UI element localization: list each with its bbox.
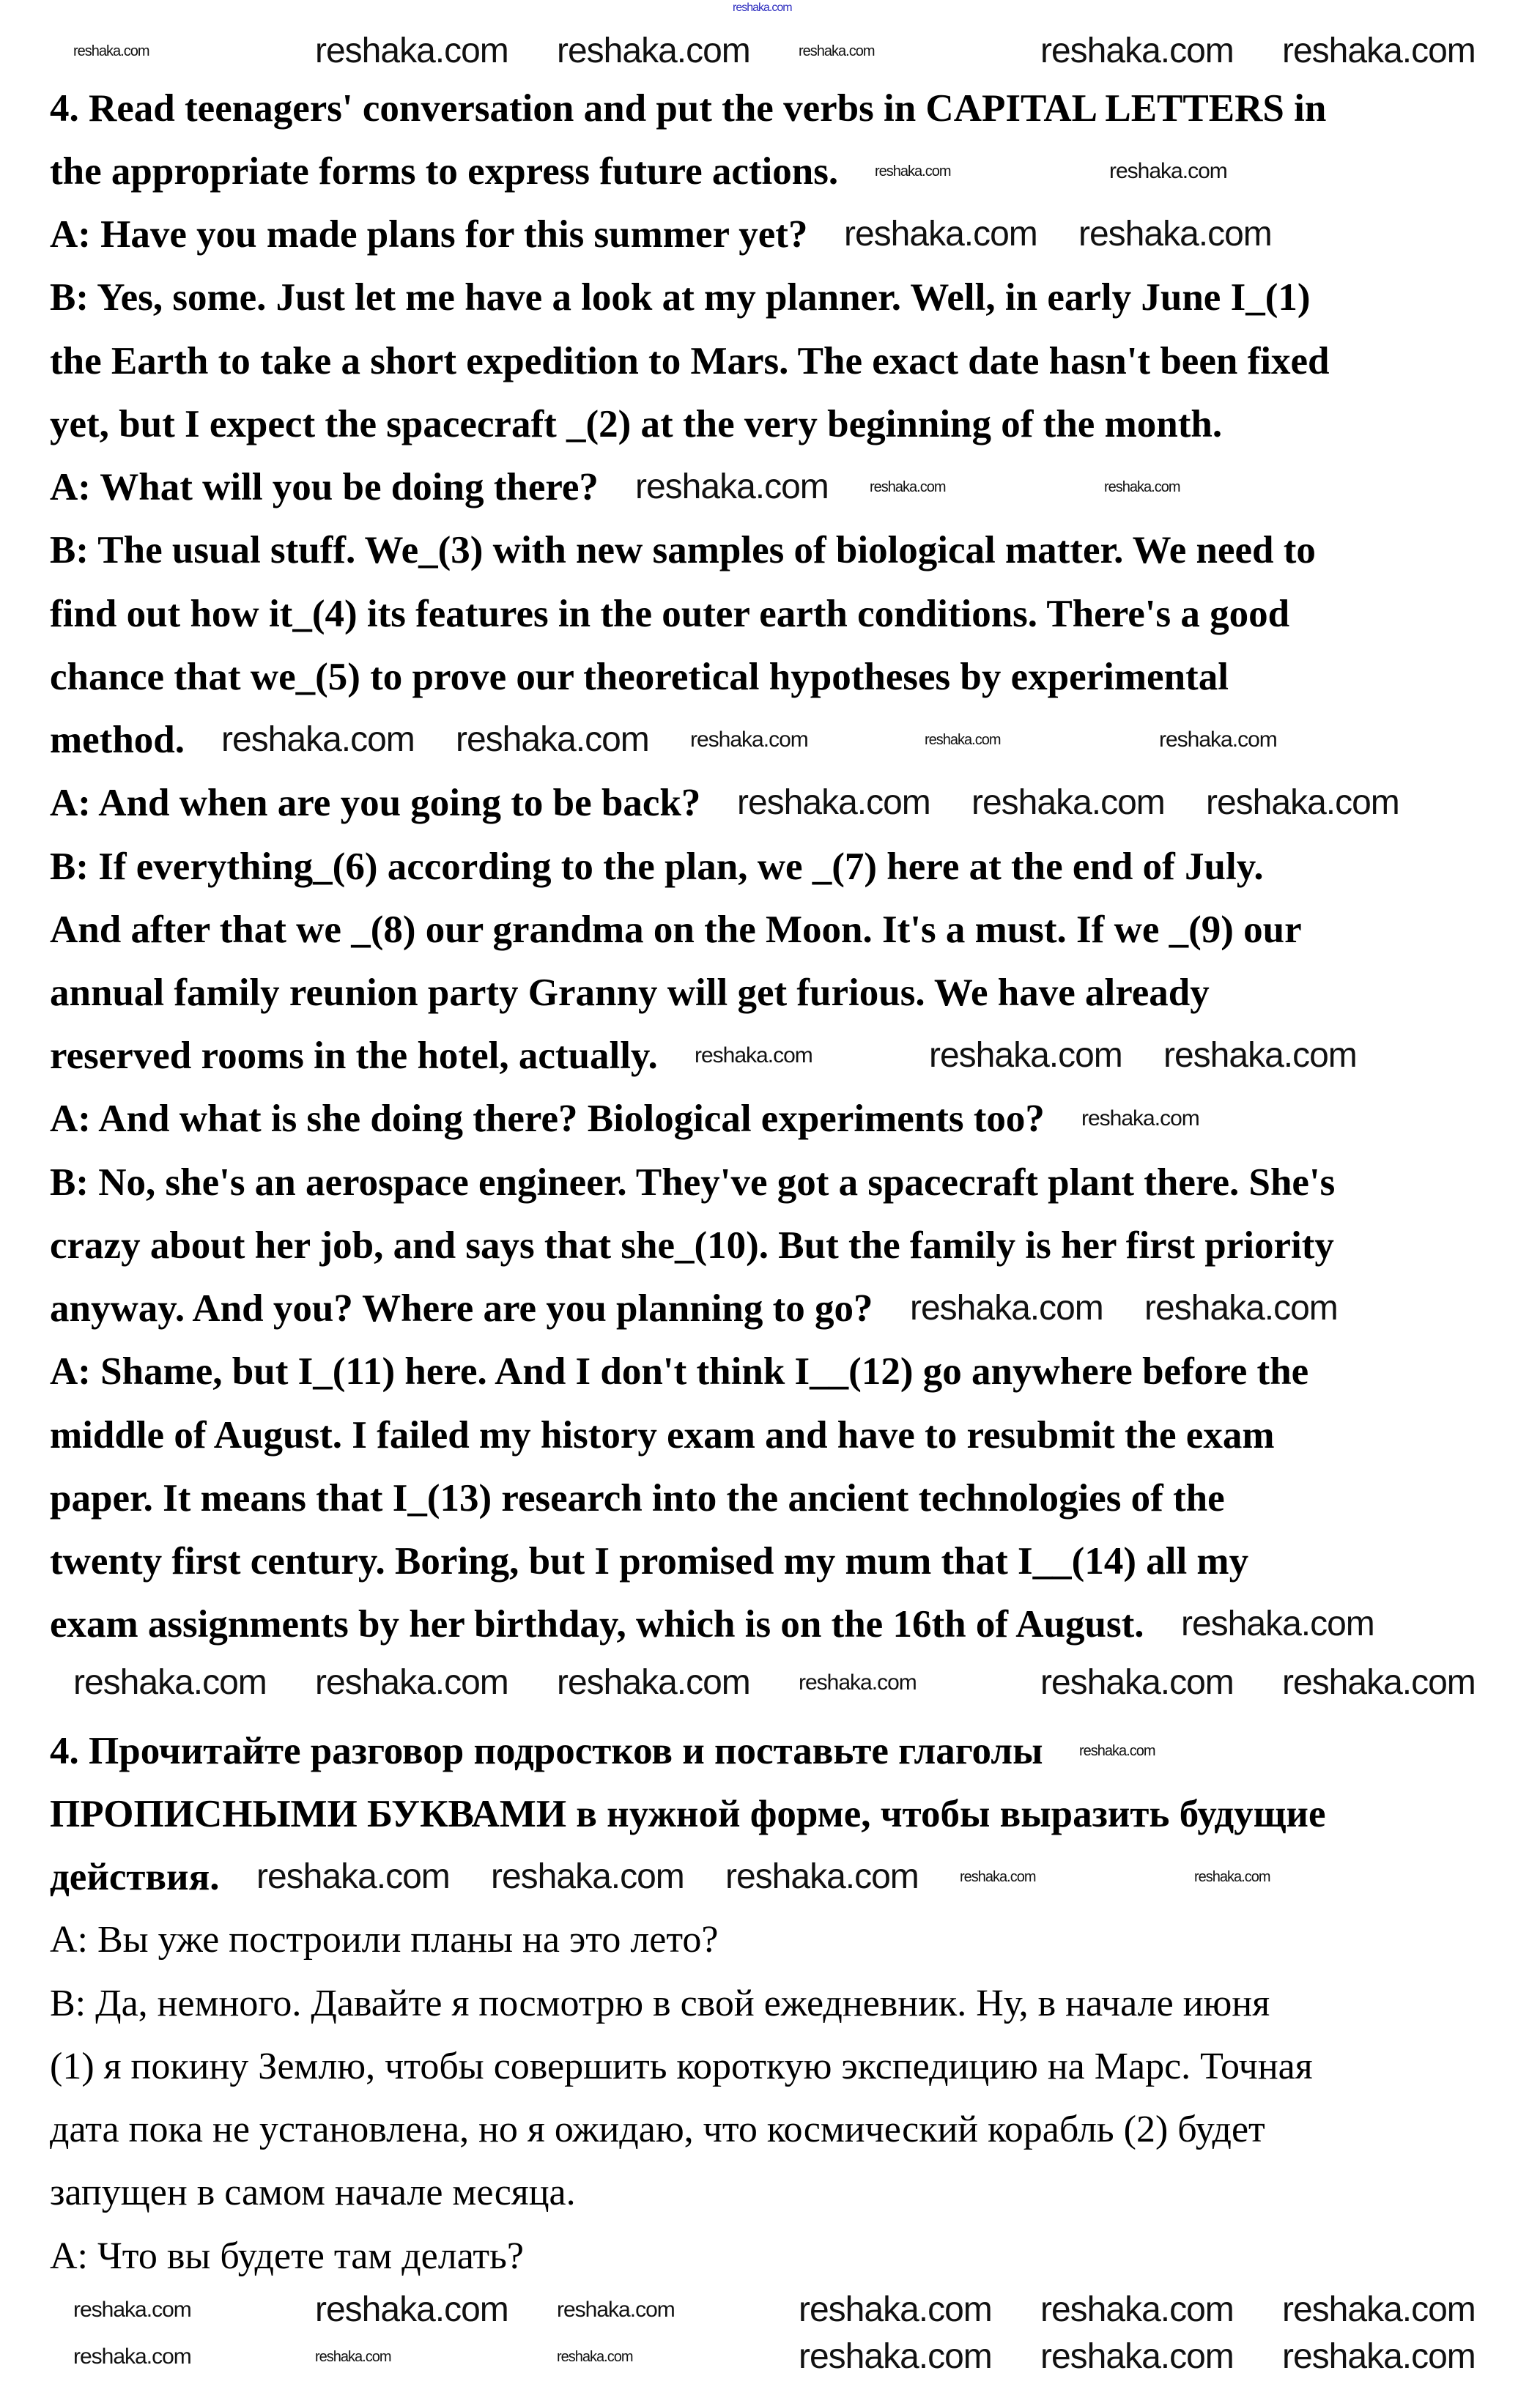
watermark: reshaka.com bbox=[1040, 32, 1234, 70]
watermark: reshaka.com bbox=[73, 1663, 267, 1702]
watermark: reshaka.com bbox=[799, 1670, 917, 1695]
translation-heading: 4. Прочитайте разговор подростков и поставьте глаголы bbox=[50, 1730, 1043, 1772]
text-line: B: The usual stuff. We_(3) with new samples of biological matter. We need to bbox=[50, 529, 1316, 571]
translation-heading: действия. bbox=[50, 1856, 220, 1898]
watermark: reshaka.com bbox=[1040, 2290, 1234, 2329]
watermark: reshaka.com bbox=[1282, 32, 1476, 70]
watermark: reshaka.com bbox=[1282, 2337, 1476, 2376]
text-line: yet, but I expect the spacecraft _(2) at the very beginning of the month. bbox=[50, 403, 1223, 445]
watermark: reshaka.com bbox=[1104, 479, 1180, 495]
watermark: reshaka.com bbox=[929, 1036, 1122, 1075]
text-line: exam assignments by her birthday, which is on the 16th of August. bbox=[50, 1603, 1144, 1646]
text-line: B: If everything_(6) according to the plan, we _(7) here at the end of July. bbox=[50, 845, 1264, 888]
watermark: reshaka.com bbox=[1282, 1663, 1476, 1702]
translation-line: B: Да, немного. Давайте я посмотрю в свой ежедневник. Ну, в начале июня bbox=[50, 1983, 1270, 2024]
watermark: reshaka.com bbox=[960, 1869, 1036, 1885]
text-line: And after that we _(8) our grandma on the Moon. It's a must. If we _(9) our bbox=[50, 908, 1302, 951]
translation-line: дата пока не установлена, но я ожидаю, что космический корабль (2) будет bbox=[50, 2109, 1265, 2150]
translation-line: A: Что вы будете там делать? bbox=[50, 2235, 524, 2277]
watermark: reshaka.com bbox=[971, 783, 1165, 822]
text-line: annual family reunion party Granny will get furious. We have already bbox=[50, 972, 1210, 1014]
text-line: chance that we_(5) to prove our theoretical hypotheses by experimental bbox=[50, 656, 1229, 698]
watermark: reshaka.com bbox=[557, 2349, 633, 2365]
text-line: A: And what is she doing there? Biological experiments too? bbox=[50, 1098, 1045, 1140]
watermark: reshaka.com bbox=[1081, 1106, 1199, 1130]
watermark: reshaka.com bbox=[1181, 1605, 1374, 1643]
watermark: reshaka.com bbox=[315, 2349, 391, 2365]
text-line: find out how it_(4) its features in the outer earth conditions. There's a good bbox=[50, 593, 1290, 635]
watermark: reshaka.com bbox=[491, 1857, 684, 1896]
watermark: reshaka.com bbox=[557, 2298, 675, 2322]
watermark: reshaka.com bbox=[1144, 1289, 1338, 1328]
text-line: method. bbox=[50, 719, 185, 761]
watermark: reshaka.com bbox=[1159, 728, 1277, 752]
watermark: reshaka.com bbox=[1194, 1869, 1270, 1885]
watermark: reshaka.com bbox=[1282, 2290, 1476, 2329]
watermark: reshaka.com bbox=[221, 720, 415, 759]
watermark: reshaka.com bbox=[925, 732, 1001, 748]
text-line: twenty first century. Boring, but I promised my mum that I__(14) all my bbox=[50, 1540, 1249, 1583]
watermark: reshaka.com bbox=[73, 2298, 191, 2322]
watermark: reshaka.com bbox=[1163, 1036, 1357, 1075]
watermark: reshaka.com bbox=[557, 32, 750, 70]
watermark: reshaka.com bbox=[456, 720, 649, 759]
text-line: A: What will you be doing there? bbox=[50, 466, 599, 508]
watermark: reshaka.com bbox=[1078, 215, 1272, 253]
text-line: crazy about her job, and says that she_(10). But the family is her first priority bbox=[50, 1224, 1334, 1267]
watermark: reshaka.com bbox=[1109, 159, 1227, 183]
text-line: paper. It means that I_(13) research into the ancient technologies of the bbox=[50, 1477, 1225, 1520]
watermark: reshaka.com bbox=[875, 163, 951, 180]
watermark: reshaka.com bbox=[73, 2345, 191, 2369]
translation-line: A: Вы уже построили планы на это лето? bbox=[50, 1919, 719, 1961]
text-line: the Earth to take a short expedition to Mars. The exact date hasn't been fixed bbox=[50, 340, 1330, 382]
watermark: reshaka.com bbox=[799, 2337, 992, 2376]
watermark: reshaka.com bbox=[737, 783, 930, 822]
watermark: reshaka.com bbox=[844, 215, 1037, 253]
translation-heading: ПРОПИСНЫМИ БУКВАМИ в нужной форме, чтобы выразить будущие bbox=[50, 1793, 1326, 1835]
watermark: reshaka.com bbox=[1040, 1663, 1234, 1702]
watermark: reshaka.com bbox=[690, 728, 808, 752]
watermark: reshaka.com bbox=[557, 1663, 750, 1702]
watermark: reshaka.com bbox=[256, 1857, 450, 1896]
watermark: reshaka.com bbox=[870, 479, 946, 495]
watermark: reshaka.com bbox=[1206, 783, 1399, 822]
watermark: reshaka.com bbox=[315, 2290, 508, 2329]
watermark: reshaka.com bbox=[635, 467, 829, 506]
watermark: reshaka.com bbox=[315, 32, 508, 70]
watermark: reshaka.com bbox=[315, 1663, 508, 1702]
watermark: reshaka.com bbox=[725, 1857, 919, 1896]
translation-line: запущен в самом начале месяца. bbox=[50, 2172, 576, 2213]
text-line: B: Yes, some. Just let me have a look at my planner. Well, in early June I_(1) bbox=[50, 276, 1311, 319]
watermark: reshaka.com bbox=[910, 1289, 1103, 1328]
text-line: A: Shame, but I_(11) here. And I don't think I__(12) go anywhere before the bbox=[50, 1350, 1309, 1393]
text-line: the appropriate forms to express future actions. bbox=[50, 150, 839, 193]
watermark: reshaka.com bbox=[733, 1, 792, 14]
text-line: A: Have you made plans for this summer yet? bbox=[50, 213, 808, 256]
text-line: anyway. And you? Where are you planning to go? bbox=[50, 1287, 873, 1330]
watermark: reshaka.com bbox=[695, 1043, 812, 1067]
text-line: reserved rooms in the hotel, actually. bbox=[50, 1035, 658, 1077]
translation-line: (1) я покину Землю, чтобы совершить короткую экспедицию на Марс. Точная bbox=[50, 2046, 1313, 2087]
watermark: reshaka.com bbox=[1079, 1743, 1155, 1759]
watermark: reshaka.com bbox=[799, 43, 875, 59]
text-line: middle of August. I failed my history exam and have to resubmit the exam bbox=[50, 1414, 1275, 1457]
text-line: A: And when are you going to be back? bbox=[50, 782, 701, 824]
watermark: reshaka.com bbox=[799, 2290, 992, 2329]
watermark: reshaka.com bbox=[73, 43, 149, 59]
watermark: reshaka.com bbox=[1040, 2337, 1234, 2376]
exercise-instruction: 4. Read teenagers' conversation and put the verbs in CAPITAL LETTERS in bbox=[50, 87, 1327, 130]
text-line: B: No, she's an aerospace engineer. They've got a spacecraft plant there. She's bbox=[50, 1161, 1336, 1204]
